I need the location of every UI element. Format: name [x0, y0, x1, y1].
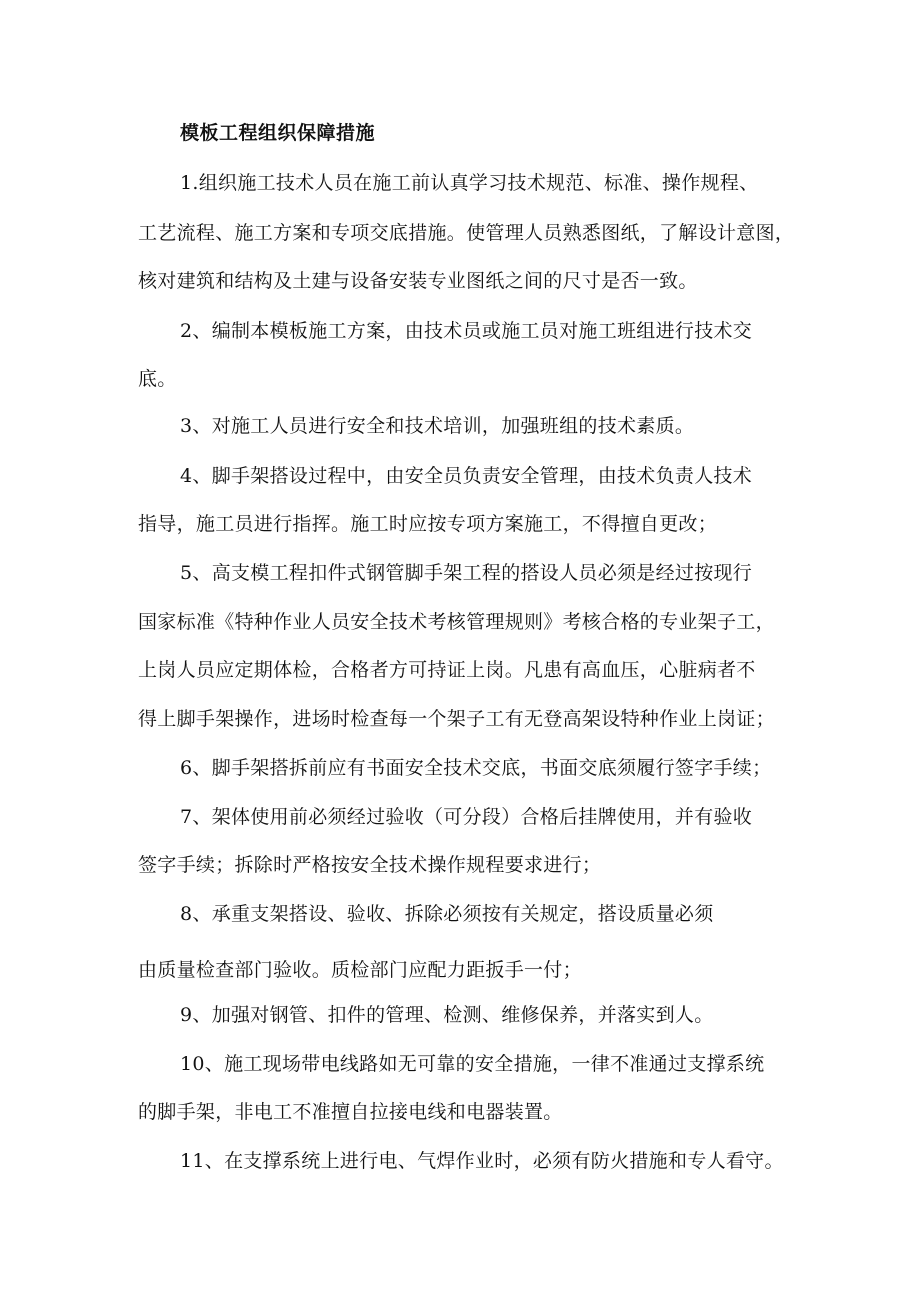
text-line: 上岗人员应定期体检，合格者方可持证上岗。凡患有高血压，心脏病者不 [138, 659, 756, 681]
text-line: 签字手续；拆除时严格按安全技术操作规程要求进行； [138, 854, 602, 876]
text-line: 由质量检查部门验收。质检部门应配力距扳手一付； [138, 959, 582, 981]
text-line: 11、在支撑系统上进行电、气焊作业时，必须有防火措施和专人看守。 [180, 1150, 784, 1172]
text-line: 底。 [138, 368, 177, 390]
text-line: 得上脚手架操作，进场时检查每一个架子工有无登高架设特种作业上岗证； [138, 708, 775, 730]
text-line: 1.组织施工技术人员在施工前认真学习技术规范、标准、操作规程、 [180, 172, 759, 194]
text-line: 5、高支模工程扣件式钢管脚手架工程的搭设人员必须是经过按现行 [180, 562, 753, 584]
text-line: 6、脚手架搭拆前应有书面安全技术交底，书面交底须履行签字手续； [180, 757, 772, 779]
text-line: 2、编制本模板施工方案，由技术员或施工员对施工班组进行技术交 [180, 320, 753, 342]
text-line: 核对建筑和结构及土建与设备安装专业图纸之间的尺寸是否一致。 [138, 270, 698, 292]
text-line: 3、对施工人员进行安全和技术培训，加强班组的技术素质。 [180, 415, 695, 437]
text-line: 8、承重支架搭设、验收、拆除必须按有关规定，搭设质量必须 [180, 903, 714, 925]
text-line: 7、架体使用前必须经过验收（可分段）合格后挂牌使用，并有验收 [180, 806, 753, 828]
text-line: 国家标准《特种作业人员安全技术考核管理规则》考核合格的专业架子工， [138, 611, 775, 633]
text-line: 工艺流程、施工方案和专项交底措施。使管理人员熟悉图纸，了解设计意图， [138, 222, 795, 244]
text-line: 指导，施工员进行指挥。施工时应按专项方案施工，不得擅自更改； [138, 513, 718, 535]
text-line: 4、脚手架搭设过程中，由安全员负责安全管理，由技术负责人技术 [180, 465, 753, 487]
text-line: 9、加强对钢管、扣件的管理、检测、维修保养，并落实到人。 [180, 1004, 714, 1026]
document-title: 模板工程组织保障措施 [180, 122, 376, 144]
text-line: 的脚手架，非电工不准擅自拉接电线和电器装置。 [138, 1101, 563, 1123]
text-line: 10、施工现场带电线路如无可靠的安全措施，一律不准通过支撑系统 [180, 1053, 765, 1075]
